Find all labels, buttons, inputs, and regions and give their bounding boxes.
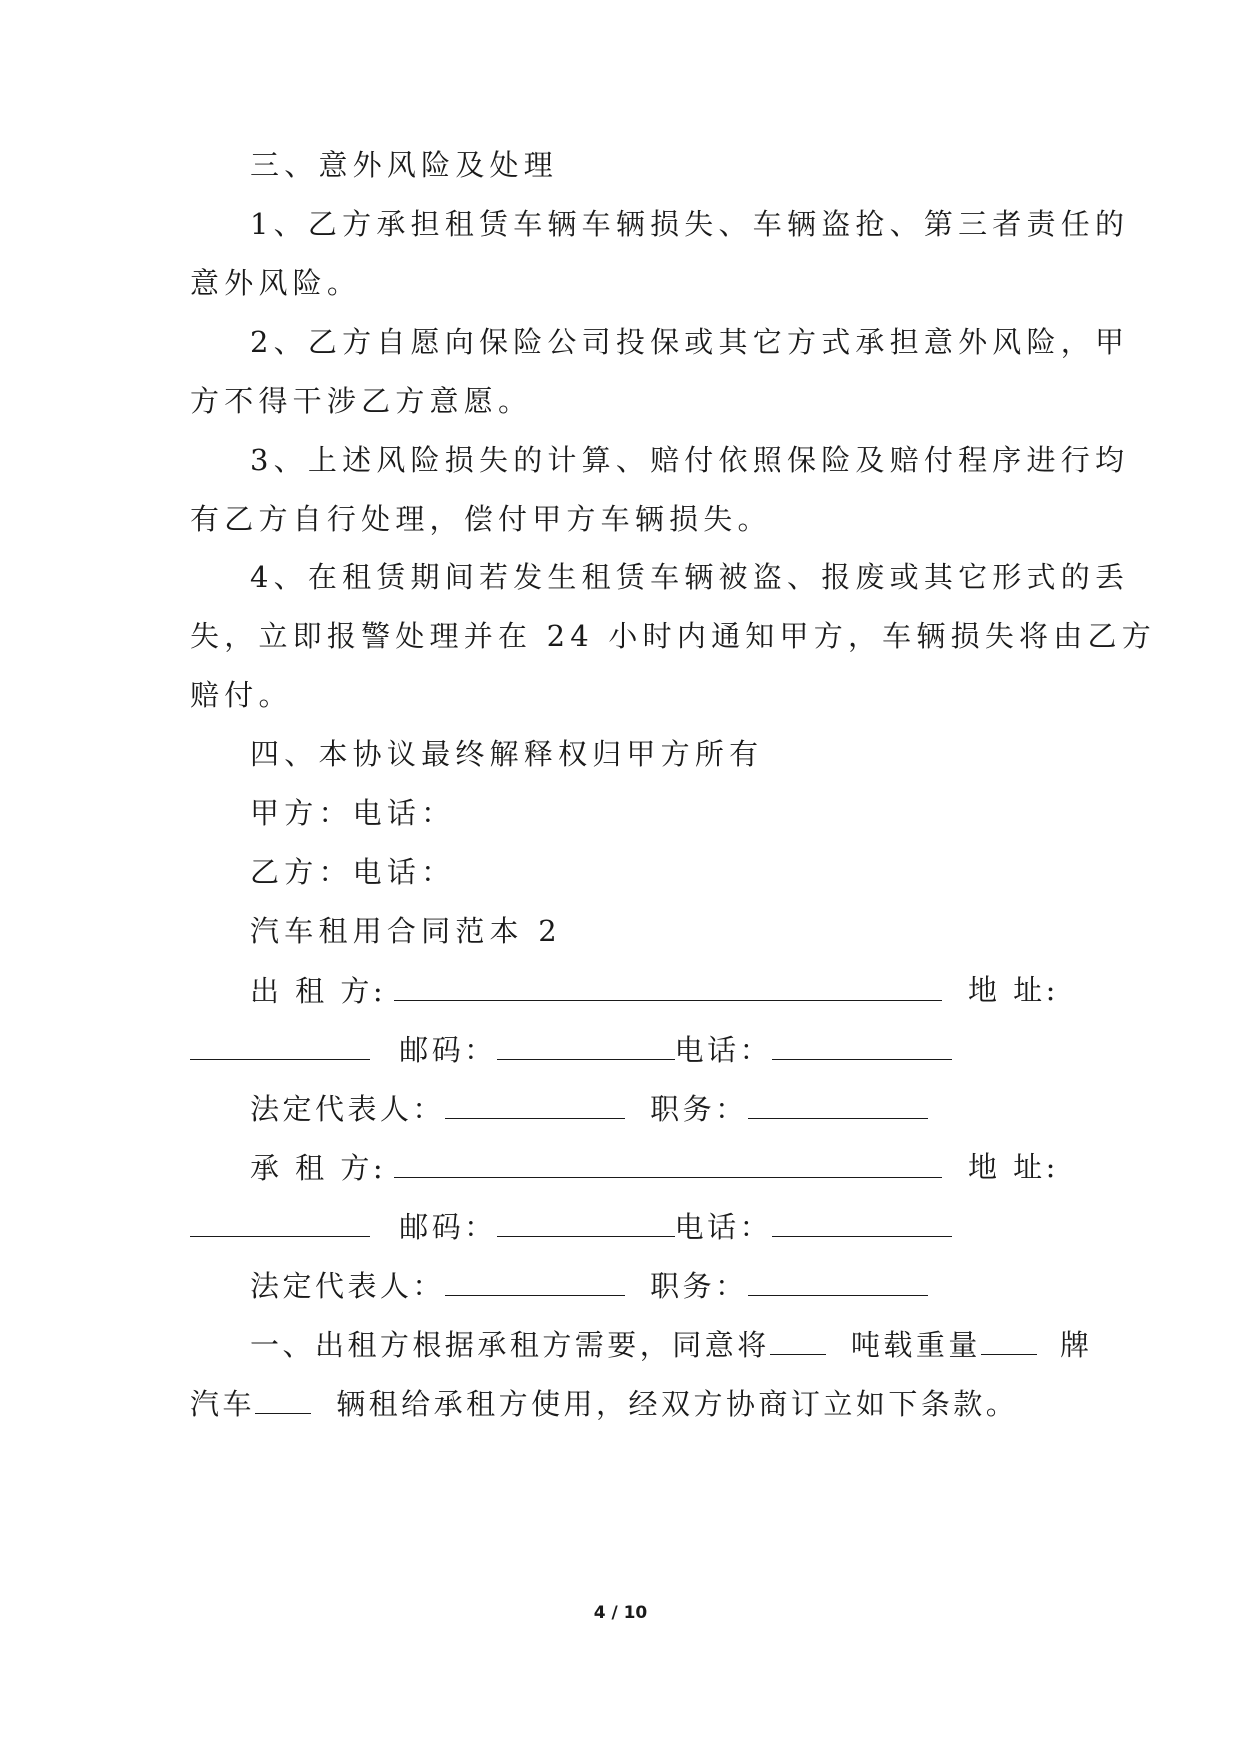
lessee-label: 承 租 方: — [250, 1151, 387, 1185]
legal-rep-label: 法定代表人： — [250, 1092, 445, 1126]
clause-2-line-2: 方不得干涉乙方意愿。 — [190, 384, 533, 418]
position-label: 职务： — [650, 1269, 748, 1303]
clause-4-line-1: 4、在租赁期间若发生租赁车辆被盗、报废或其它形式的丢 — [250, 560, 1130, 594]
clause-1-row-2 — [190, 1383, 1018, 1424]
lessee-blank — [394, 1147, 942, 1178]
address-blank — [190, 1206, 370, 1237]
clause-4-line-2: 失，立即报警处理并在 24 小时内通知甲方，车辆损失将由乙方 — [190, 619, 1156, 653]
phone-label: 电话： — [674, 1210, 773, 1244]
page-number: 4 / 10 — [593, 1603, 648, 1623]
clause-4-line-3: 赔付。 — [190, 678, 293, 712]
position-label: 职务： — [650, 1092, 748, 1126]
lessor-contact-row — [190, 1029, 952, 1070]
clause-1-text-e: 辆租给承租方使用，经双方协商订立如下条款。 — [336, 1387, 1019, 1421]
clause-1-text-a: 一、出租方根据承租方需要，同意将 — [250, 1328, 770, 1362]
phone-blank — [772, 1206, 952, 1237]
postcode-label: 邮码： — [399, 1210, 497, 1244]
lessor-rep-row — [250, 1088, 928, 1129]
clause-1-text-c: 牌 — [1060, 1328, 1093, 1362]
clause-2-line-1: 2、乙方自愿向保险公司投保或其它方式承担意外风险，甲 — [250, 325, 1130, 359]
address-label: 地 址: — [968, 973, 1059, 1007]
clause-1-text-d: 汽车 — [190, 1387, 255, 1421]
postcode-blank — [497, 1206, 675, 1237]
lessee-row — [250, 1147, 942, 1188]
party-a-line: 甲方：电话： — [250, 796, 456, 830]
phone-blank — [772, 1029, 952, 1060]
clause-1-line-1: 1、乙方承担租赁车辆车辆损失、车辆盗抢、第三者责任的 — [250, 207, 1130, 241]
position-blank — [748, 1265, 928, 1296]
legal-rep-label: 法定代表人： — [250, 1269, 445, 1303]
lessor-label: 出 租 方: — [250, 974, 387, 1008]
section-3-title: 三、意外风险及处理 — [250, 148, 558, 182]
address-label: 地 址: — [968, 1150, 1059, 1184]
lessor-blank — [394, 970, 942, 1001]
clause-1-line-2: 意外风险。 — [190, 266, 362, 300]
lessee-contact-row — [190, 1206, 952, 1247]
clause-1-text-b: 吨载重量 — [850, 1328, 981, 1362]
lessee-rep-row — [250, 1265, 928, 1306]
clause-3-line-2: 有乙方自行处理，偿付甲方车辆损失。 — [190, 502, 772, 536]
phone-label: 电话： — [674, 1033, 773, 1067]
legal-rep-blank — [445, 1088, 625, 1119]
clause-3-line-1: 3、上述风险损失的计算、赔付依照保险及赔付程序进行均 — [250, 443, 1130, 477]
postcode-label: 邮码： — [399, 1033, 497, 1067]
contract-2-title: 汽车租用合同范本 2 — [250, 914, 562, 948]
clause-1-row-1 — [250, 1324, 1093, 1365]
lessor-row — [250, 970, 942, 1011]
position-blank — [748, 1088, 928, 1119]
postcode-blank — [497, 1029, 675, 1060]
lessor-address — [968, 970, 1059, 1010]
legal-rep-blank — [445, 1265, 625, 1296]
quantity-blank — [770, 1324, 826, 1355]
brand-blank — [255, 1383, 311, 1414]
lessee-address — [968, 1147, 1059, 1187]
section-4-title: 四、本协议最终解释权归甲方所有 — [250, 737, 764, 771]
tonnage-blank — [981, 1324, 1037, 1355]
address-blank — [190, 1029, 370, 1060]
party-b-line: 乙方：电话： — [250, 855, 456, 889]
